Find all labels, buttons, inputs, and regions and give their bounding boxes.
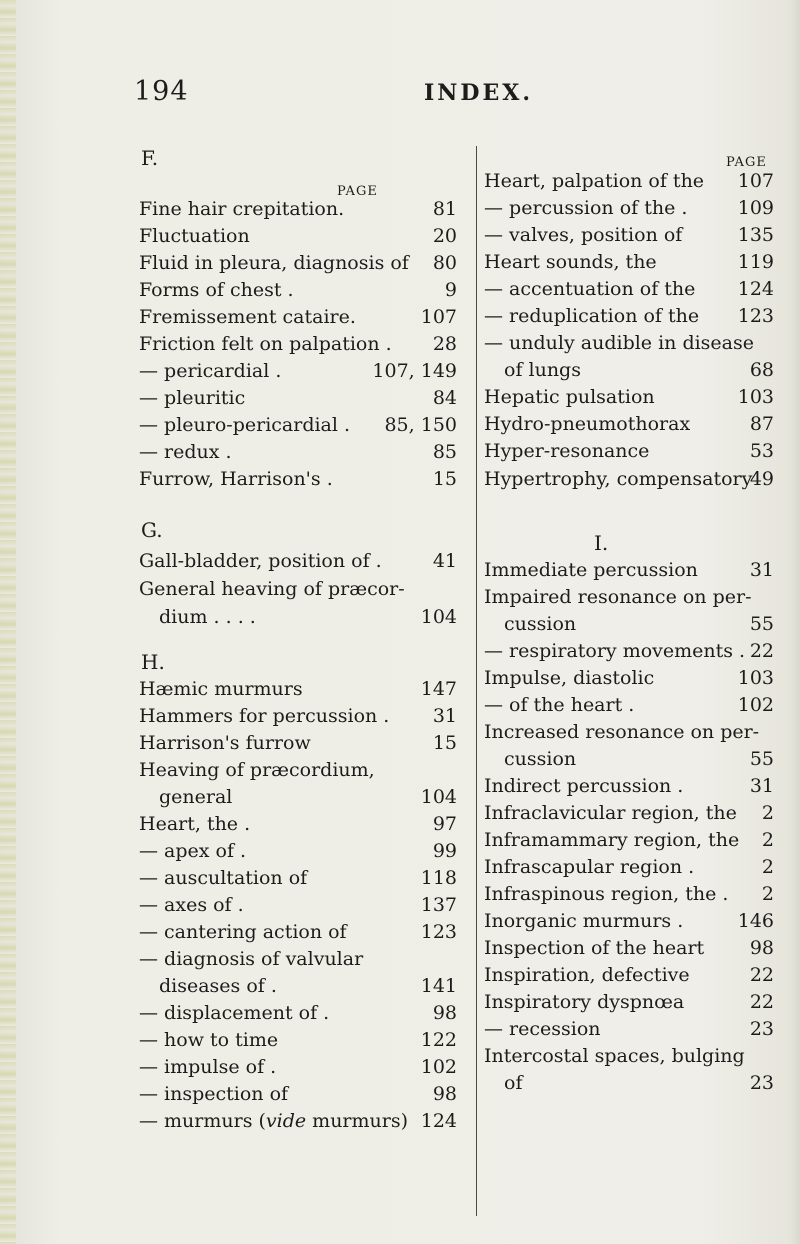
running-title: INDEX. bbox=[424, 80, 533, 106]
index-entry bbox=[139, 1027, 457, 1054]
entry-page-ref: 107, 149 bbox=[372, 360, 457, 382]
section-letter: H. bbox=[141, 650, 165, 674]
index-entry bbox=[484, 800, 774, 827]
index-entry bbox=[139, 250, 457, 277]
index-entry bbox=[139, 892, 457, 919]
entry-term: cussion bbox=[504, 613, 577, 635]
entry-term: Heart sounds, the bbox=[484, 251, 657, 273]
index-entry bbox=[139, 304, 457, 331]
page-binding-edge bbox=[0, 0, 16, 1244]
entry-term: Fluctuation bbox=[139, 225, 250, 247]
index-entry bbox=[139, 196, 457, 223]
entry-page-ref: 23 bbox=[749, 1072, 774, 1094]
index-entry bbox=[139, 1000, 457, 1027]
entry-term: — accentuation of the bbox=[484, 278, 696, 300]
entry-term: Inspiratory dyspnœa bbox=[484, 991, 685, 1013]
column-divider bbox=[476, 146, 477, 1216]
section-letter: F. bbox=[141, 146, 159, 170]
entry-page-ref: 2 bbox=[761, 802, 774, 824]
entry-term: Indirect percussion . bbox=[484, 775, 684, 797]
entry-term: Inspiration, defective bbox=[484, 964, 690, 986]
index-entry bbox=[139, 412, 457, 439]
entry-page-ref: 85 bbox=[432, 441, 457, 463]
entry-page-ref: 97 bbox=[432, 813, 457, 835]
entry-term: — pleuro-pericardial . bbox=[139, 414, 351, 436]
index-entry bbox=[484, 962, 774, 989]
entry-page-ref: 15 bbox=[432, 732, 457, 754]
entry-page-ref: 102 bbox=[737, 694, 774, 716]
entry-term: Furrow, Harrison's . bbox=[139, 468, 333, 490]
entry-page-ref: 98 bbox=[432, 1002, 457, 1024]
entry-term: cussion bbox=[504, 748, 577, 770]
entry-page-ref: 41 bbox=[432, 550, 457, 572]
index-entry-continuation bbox=[484, 1070, 774, 1097]
entry-term: — auscultation of bbox=[139, 867, 308, 889]
entry-term: — cantering action of bbox=[139, 921, 347, 943]
entry-term: Harrison's furrow bbox=[139, 732, 311, 754]
entry-page-ref: 98 bbox=[749, 937, 774, 959]
entry-term: Heaving of præcordium, bbox=[139, 759, 375, 781]
entry-term: Forms of chest . bbox=[139, 279, 294, 301]
entry-page-ref: 137 bbox=[420, 894, 457, 916]
entry-term: Hammers for percussion . bbox=[139, 705, 390, 727]
entry-term: diseases of . bbox=[159, 975, 277, 997]
entry-page-ref: 31 bbox=[432, 705, 457, 727]
entry-term: — murmurs (vide murmurs) bbox=[139, 1110, 409, 1132]
entry-page-ref: 118 bbox=[420, 867, 457, 889]
index-entry bbox=[484, 935, 774, 962]
entry-page-ref: 31 bbox=[749, 775, 774, 797]
entry-page-ref: 123 bbox=[737, 305, 774, 327]
index-entry bbox=[484, 411, 774, 438]
entry-term: — pleuritic bbox=[139, 387, 246, 409]
entry-term: Hydro-pneumothorax bbox=[484, 413, 691, 435]
entry-page-ref: 119 bbox=[737, 251, 774, 273]
entry-term: — percussion of the . bbox=[484, 197, 688, 219]
index-entry bbox=[139, 676, 457, 703]
index-entry bbox=[139, 730, 457, 757]
entry-page-ref: 99 bbox=[432, 840, 457, 862]
index-entry bbox=[139, 811, 457, 838]
entry-term: — respiratory movements . bbox=[484, 640, 746, 662]
index-entry bbox=[139, 865, 457, 892]
entry-page-ref: 109 bbox=[737, 197, 774, 219]
entry-page-ref: 68 bbox=[749, 359, 774, 381]
entry-term: — apex of . bbox=[139, 840, 247, 862]
entry-term: — valves, position of bbox=[484, 224, 683, 246]
index-entry bbox=[139, 331, 457, 358]
entry-page-ref: 55 bbox=[749, 748, 774, 770]
page-number: 194 bbox=[134, 76, 189, 107]
entry-page-ref: 141 bbox=[420, 975, 457, 997]
entry-page-ref: 20 bbox=[432, 225, 457, 247]
index-entry bbox=[484, 303, 774, 330]
index-entry bbox=[484, 989, 774, 1016]
entry-term: Inorganic murmurs . bbox=[484, 910, 684, 932]
entry-term: Gall-bladder, position of . bbox=[139, 550, 382, 572]
entry-page-ref: 80 bbox=[432, 252, 457, 274]
entry-term: Hepatic pulsation bbox=[484, 386, 655, 408]
entry-page-ref: 98 bbox=[432, 1083, 457, 1105]
index-entry bbox=[484, 881, 774, 908]
index-entry bbox=[484, 908, 774, 935]
entry-term: — displacement of . bbox=[139, 1002, 330, 1024]
index-entry bbox=[139, 548, 457, 575]
entry-term: Friction felt on palpation . bbox=[139, 333, 392, 355]
entry-page-ref: 85, 150 bbox=[384, 414, 457, 436]
entry-term: Infraspinous region, the . bbox=[484, 883, 729, 905]
entry-page-ref: 103 bbox=[737, 667, 774, 689]
entry-term: Infrascapular region . bbox=[484, 856, 695, 878]
entry-term: General heaving of præcor- bbox=[139, 578, 405, 600]
entry-term: dium . . . . bbox=[159, 606, 256, 628]
entry-page-ref: 146 bbox=[737, 910, 774, 932]
index-entry bbox=[484, 222, 774, 249]
index-entry bbox=[484, 827, 774, 854]
index-entry-continuation bbox=[484, 357, 774, 384]
entry-page-ref: 28 bbox=[432, 333, 457, 355]
entry-term: of lungs bbox=[504, 359, 581, 381]
entry-term: — redux . bbox=[139, 441, 232, 463]
index-entry bbox=[139, 757, 457, 784]
entry-page-ref: 15 bbox=[432, 468, 457, 490]
index-entry bbox=[484, 168, 774, 195]
entry-term: general bbox=[159, 786, 233, 808]
entry-page-ref: 122 bbox=[420, 1029, 457, 1051]
entry-page-ref: 123 bbox=[420, 921, 457, 943]
entry-term: — pericardial . bbox=[139, 360, 282, 382]
entry-page-ref: 87 bbox=[749, 413, 774, 435]
entry-term: Fine hair crepitation. bbox=[139, 198, 345, 220]
entry-term: of bbox=[504, 1072, 523, 1094]
entry-page-ref: 104 bbox=[420, 606, 457, 628]
entry-term: — reduplication of the bbox=[484, 305, 700, 327]
index-entry bbox=[139, 1054, 457, 1081]
index-entry bbox=[139, 223, 457, 250]
entry-term: Hypertrophy, compensatory bbox=[484, 468, 753, 490]
entry-term: Inframammary region, the bbox=[484, 829, 740, 851]
entry-term: Hyper-resonance bbox=[484, 440, 650, 462]
entry-term: Immediate percussion bbox=[484, 559, 698, 581]
index-entry-continuation bbox=[139, 604, 457, 631]
index-entry bbox=[484, 1043, 774, 1070]
index-entry bbox=[484, 584, 774, 611]
entry-term: — inspection of bbox=[139, 1083, 289, 1105]
entry-term: — recession bbox=[484, 1018, 601, 1040]
page-column-label: PAGE bbox=[337, 184, 378, 199]
entry-term: — how to time bbox=[139, 1029, 279, 1051]
index-entry bbox=[139, 358, 457, 385]
index-entry bbox=[484, 692, 774, 719]
entry-page-ref: 124 bbox=[737, 278, 774, 300]
entry-page-ref: 84 bbox=[432, 387, 457, 409]
entry-page-ref: 2 bbox=[761, 829, 774, 851]
index-entry bbox=[484, 773, 774, 800]
index-entry bbox=[139, 439, 457, 466]
entry-page-ref: 55 bbox=[749, 613, 774, 635]
entry-term: Hæmic murmurs bbox=[139, 678, 303, 700]
entry-term: Fluid in pleura, diagnosis of bbox=[139, 252, 409, 274]
index-entry bbox=[139, 703, 457, 730]
index-entry bbox=[139, 277, 457, 304]
index-entry bbox=[484, 330, 774, 357]
page-column-label: PAGE bbox=[726, 155, 767, 170]
index-entry bbox=[139, 385, 457, 412]
index-entry-continuation bbox=[139, 784, 457, 811]
entry-term: Intercostal spaces, bulging bbox=[484, 1045, 745, 1067]
index-entry bbox=[484, 854, 774, 881]
entry-page-ref: 22 bbox=[749, 964, 774, 986]
index-entry bbox=[139, 576, 457, 603]
index-entry bbox=[139, 919, 457, 946]
entry-term: Impulse, diastolic bbox=[484, 667, 655, 689]
index-entry bbox=[484, 665, 774, 692]
index-entry bbox=[484, 276, 774, 303]
index-entry bbox=[484, 466, 774, 493]
running-head bbox=[0, 76, 800, 116]
index-entry-continuation bbox=[139, 973, 457, 1000]
entry-term: Heart, palpation of the bbox=[484, 170, 705, 192]
index-entry-continuation bbox=[484, 611, 774, 638]
index-entry-continuation bbox=[484, 746, 774, 773]
entry-term: — of the heart . bbox=[484, 694, 635, 716]
entry-page-ref: 107 bbox=[420, 306, 457, 328]
entry-term: Increased resonance on per- bbox=[484, 721, 760, 743]
entry-term: Inspection of the heart bbox=[484, 937, 705, 959]
entry-page-ref: 22 bbox=[749, 991, 774, 1013]
entry-term: Impaired resonance on per- bbox=[484, 586, 752, 608]
entry-page-ref: 81 bbox=[432, 198, 457, 220]
entry-page-ref: 103 bbox=[737, 386, 774, 408]
index-entry bbox=[139, 466, 457, 493]
index-entry bbox=[484, 1016, 774, 1043]
index-entry bbox=[139, 946, 457, 973]
index-entry bbox=[484, 249, 774, 276]
entry-page-ref: 2 bbox=[761, 856, 774, 878]
entry-term: Fremissement cataire. bbox=[139, 306, 356, 328]
entry-term: — impulse of . bbox=[139, 1056, 277, 1078]
entry-page-ref: 22 bbox=[749, 640, 774, 662]
index-entry bbox=[484, 438, 774, 465]
entry-page-ref: 135 bbox=[737, 224, 774, 246]
entry-term: Infraclavicular region, the bbox=[484, 802, 737, 824]
entry-page-ref: 31 bbox=[749, 559, 774, 581]
entry-page-ref: 147 bbox=[420, 678, 457, 700]
entry-term: — axes of . bbox=[139, 894, 244, 916]
entry-page-ref: 9 bbox=[444, 279, 457, 301]
section-letter: G. bbox=[141, 518, 163, 542]
entry-term: Heart, the . bbox=[139, 813, 251, 835]
entry-term: — diagnosis of valvular bbox=[139, 948, 364, 970]
entry-page-ref: 53 bbox=[749, 440, 774, 462]
index-entry bbox=[139, 1081, 457, 1108]
entry-term: — unduly audible in disease bbox=[484, 332, 754, 354]
index-entry bbox=[484, 557, 774, 584]
entry-page-ref: 2 bbox=[761, 883, 774, 905]
index-entry bbox=[139, 838, 457, 865]
index-entry bbox=[484, 195, 774, 222]
entry-page-ref: 124 bbox=[420, 1110, 457, 1132]
entry-page-ref: 107 bbox=[737, 170, 774, 192]
entry-page-ref: 104 bbox=[420, 786, 457, 808]
index-entry bbox=[484, 384, 774, 411]
section-letter: I. bbox=[594, 531, 609, 555]
entry-page-ref: 23 bbox=[749, 1018, 774, 1040]
entry-page-ref: 49 bbox=[749, 468, 774, 490]
index-entry bbox=[484, 719, 774, 746]
index-entry bbox=[484, 638, 774, 665]
entry-page-ref: 102 bbox=[420, 1056, 457, 1078]
index-entry bbox=[139, 1108, 457, 1135]
